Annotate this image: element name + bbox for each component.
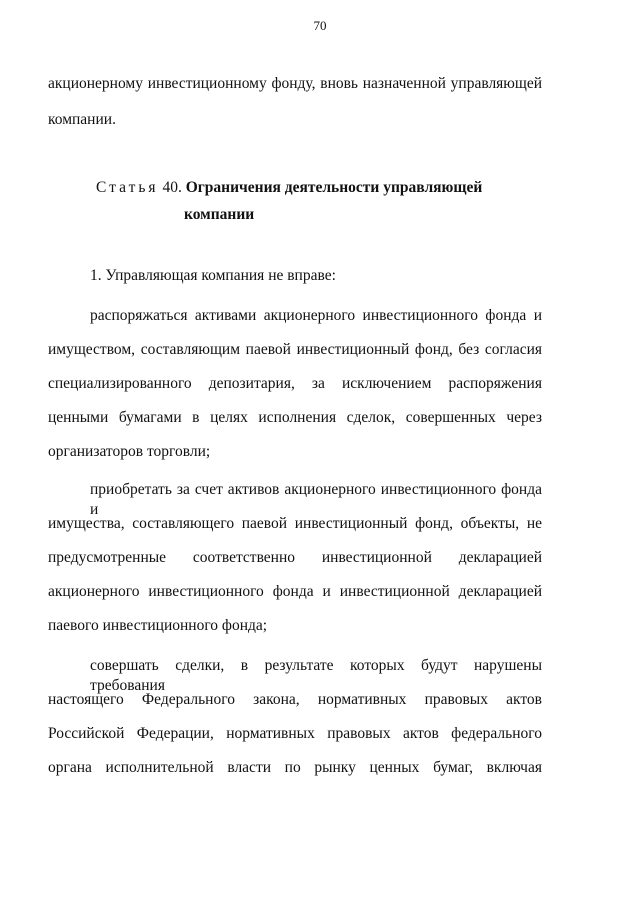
article-label: Статья [96, 179, 159, 196]
intro-line-1: акционерному инвестиционному фонду, вновь назначенной управляющей [48, 75, 542, 92]
paragraph-line: органа исполнительной власти по рынку ценных бумаг, включая [48, 759, 542, 776]
paragraph-line: предусмотренные соответственно инвестиционной декларацией [48, 549, 542, 566]
page-number: 70 [313, 18, 327, 33]
paragraph-line: приобретать за счет активов акционерного инвестиционного фонда и [90, 481, 542, 518]
paragraph-line: распоряжаться активами акционерного инвестиционного фонда и [90, 307, 542, 324]
paragraph-line: акционерного инвестиционного фонда и инвестиционной декларацией [48, 583, 542, 600]
paragraph-line: специализированного депозитария, за исключением распоряжения [48, 375, 542, 392]
clause-line: 1. Управляющая компания не вправе: [90, 267, 336, 284]
paragraph-line: Российской Федерации, нормативных правовых актов федерального [48, 725, 542, 742]
paragraph-line: организаторов торговли; [48, 443, 211, 460]
paragraph-3 [48, 656, 542, 778]
article-title-line-1: Ограничения деятельности управляющей [185, 179, 483, 196]
article-number: 40. [162, 179, 182, 196]
paragraph-2 [48, 480, 542, 636]
paragraph-line: имуществом, составляющим паевой инвестиционный фонд, без согласия [48, 341, 542, 358]
intro-line-2: компании. [48, 111, 116, 128]
paragraph-line: совершать сделки, в результате которых будут нарушены требования [90, 657, 542, 694]
article-title-line-2: компании [184, 206, 255, 223]
intro-text [48, 74, 542, 130]
clause-text [48, 266, 542, 286]
paragraph-line: паевого инвестиционного фонда; [48, 617, 268, 634]
article-heading [96, 178, 482, 198]
paragraph-line: ценными бумагами в целях исполнения сделок, совершенных через [48, 409, 542, 426]
paragraph-1 [48, 306, 542, 462]
paragraph-line: настоящего Федерального закона, нормативных правовых актов [48, 691, 542, 708]
paragraph-line: имущества, составляющего паевой инвестиционный фонд, объекты, не [48, 515, 542, 532]
